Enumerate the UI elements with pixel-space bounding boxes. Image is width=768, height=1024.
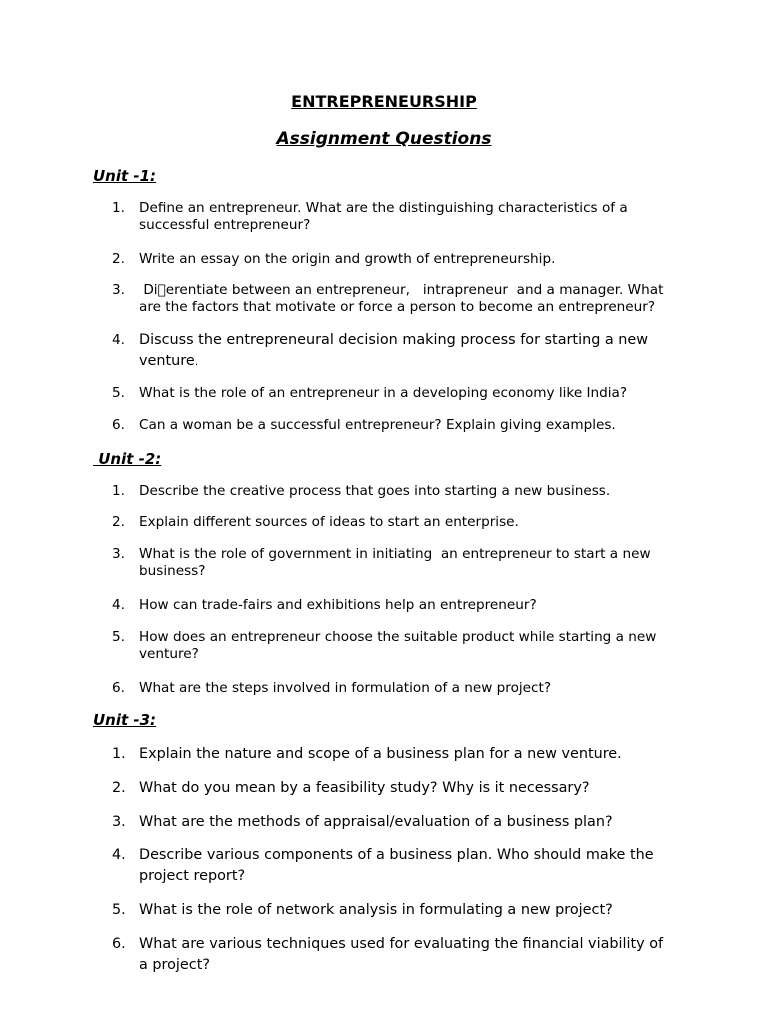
unit-2-question-4: [112, 597, 672, 614]
question-text: Write an essay on the origin and growth of entrepreneurship.: [139, 251, 556, 267]
question-text: What are the methods of appraisal/evaluation of a business plan?: [139, 814, 613, 830]
question-number: 3.: [112, 546, 125, 562]
unit-2-question-6: [112, 680, 672, 697]
question-text: Can a woman be a successful entrepreneur? Explain giving examples.: [139, 417, 616, 433]
question-text: How can trade-fairs and exhibitions help an entrepreneur?: [139, 597, 537, 613]
question-text-wrap: [139, 330, 672, 372]
unit-1-question-4: [112, 330, 672, 372]
question-text: Explain the nature and scope of a business plan for a new venture.: [139, 746, 622, 762]
question-number: 2.: [112, 251, 125, 267]
unit-1-question-6: [112, 417, 672, 434]
question-number: 6.: [112, 936, 126, 952]
question-text: What are the steps involved in formulation of a new project?: [139, 680, 552, 696]
question-number: 5.: [112, 902, 126, 918]
unit-2-heading: Unit -2:: [93, 450, 162, 468]
document-subtitle: Assignment Questions: [276, 129, 492, 149]
unit-3-question-5: [112, 900, 672, 921]
question-text: Describe various components of a business plan. Who should make the project report?: [139, 847, 654, 884]
question-text: Describe the creative process that goes into starting a new business.: [139, 483, 611, 499]
unit-3-question-4: [112, 845, 672, 887]
question-text: Define an entrepreneur. What are the distinguishing characteristics of a successful entrepreneur?: [139, 200, 628, 233]
question-text-tail: .: [194, 355, 199, 368]
question-number: 5.: [112, 629, 125, 645]
question-text: Di erentiate between an entrepreneur, intrapreneur and a manager. What are the factors that motivate or force a person to become an entrepreneur?: [139, 282, 668, 315]
question-number: 4.: [112, 332, 125, 348]
unit-3-question-3: [112, 812, 672, 833]
unit-3-question-6: [112, 934, 672, 976]
document-title: ENTREPRENEURSHIP: [291, 92, 477, 111]
question-text: What are various techniques used for evaluating the financial viability of a project?: [139, 936, 664, 973]
unit-2-question-1: [112, 483, 672, 500]
unit-1-question-2: [112, 251, 672, 268]
question-text: How does an entrepreneur choose the suitable product while starting a new venture?: [139, 629, 657, 662]
question-number: 6.: [112, 680, 125, 696]
question-number: 6.: [112, 417, 125, 433]
unit-3-heading: Unit -3:: [93, 711, 157, 729]
question-number: 3.: [112, 814, 126, 830]
unit-1-question-1: [112, 200, 672, 234]
unit-3-question-1: [112, 744, 672, 765]
question-number: 5.: [112, 385, 125, 401]
question-number: 1.: [112, 483, 125, 499]
question-number: 1.: [112, 746, 126, 762]
question-number: 1.: [112, 200, 125, 216]
question-text: What is the role of government in initiating an entrepreneur to start a new business?: [139, 546, 655, 579]
question-number: 2.: [112, 780, 126, 796]
question-text: What is the role of an entrepreneur in a developing economy like India?: [139, 385, 628, 401]
question-number: 4.: [112, 847, 126, 863]
question-number: 4.: [112, 597, 125, 613]
unit-3-question-2: [112, 778, 672, 799]
question-text: Discuss the entrepreneural decision making process for starting a new venture: [139, 332, 649, 369]
question-text: What is the role of network analysis in formulating a new project?: [139, 902, 613, 918]
unit-2-question-2: [112, 514, 672, 531]
unit-1-question-3: [112, 282, 672, 316]
unit-2-question-3: [112, 546, 672, 580]
unit-2-question-5: [112, 629, 672, 663]
question-number: 3.: [112, 282, 125, 298]
unit-1-question-5: [112, 385, 672, 402]
question-text: Explain different sources of ideas to start an enterprise.: [139, 514, 519, 530]
question-text: What do you mean by a feasibility study? Why is it necessary?: [139, 780, 590, 796]
unit-1-heading: Unit -1:: [93, 167, 157, 185]
question-number: 2.: [112, 514, 125, 530]
